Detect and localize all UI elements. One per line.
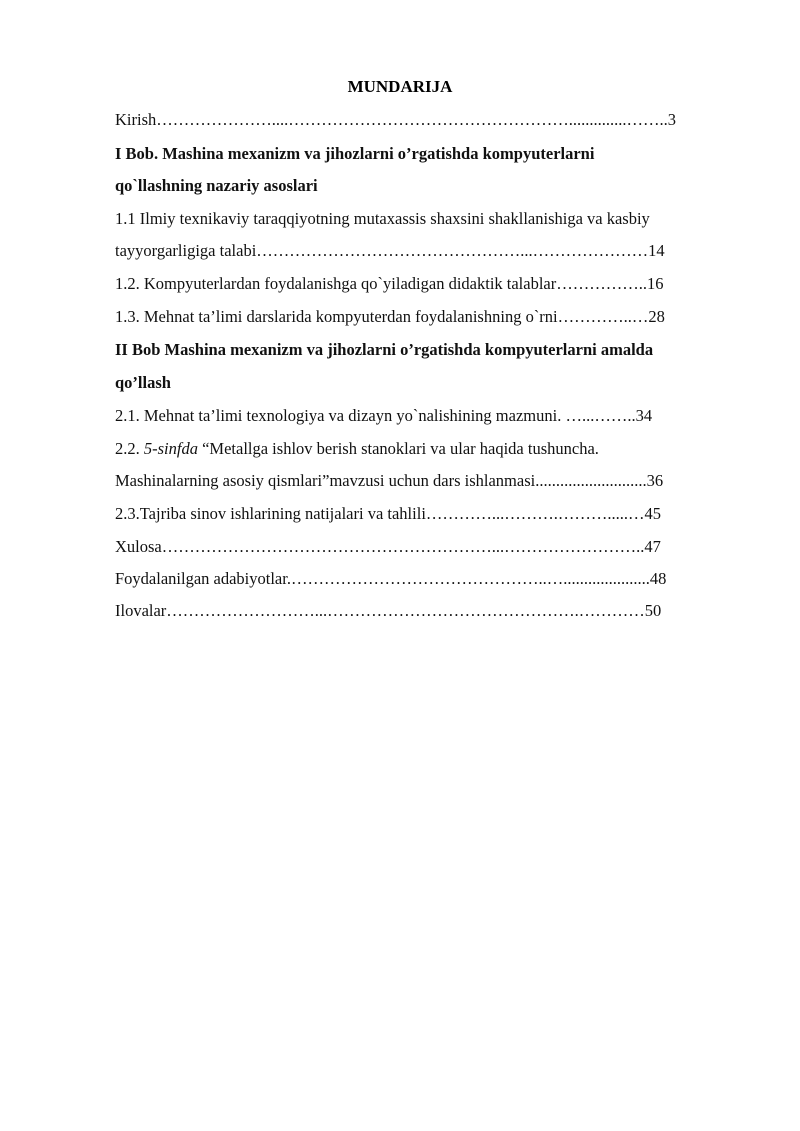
toc-title: MUNDARIJA [347,77,453,96]
toc-chapter-2-heading-line2: qo’llash [115,373,171,392]
toc-entry-xulosa: Xulosa……………………………………………………...……………………..47 [115,537,661,556]
toc-chapter-1-heading-line1: I Bob. Mashina mexanizm va jihozlarni o’rgatishda kompyuterlarni [115,144,595,163]
toc-entry-adabiyotlar: Foydalanilgan adabiyotlar.………………………………………..….....................48 [115,569,667,588]
toc-entry-1-2: 1.2. Kompyuterlardan foydalanishga qo`yiladigan didaktik talablar……………..16 [115,274,664,293]
toc-entry-2-2-text: “Metallga ishlov berish stanoklari va ular haqida tushuncha. [202,439,599,458]
toc-chapter-1-heading-line2: qo`llashning nazariy asoslari [115,176,318,195]
toc-entry-kirish: Kirish…………………....……………………………………………..............……..3 [115,110,676,129]
toc-entry-2-2-line1 [115,438,599,460]
toc-entry-1-1-line1: 1.1 Ilmiy texnikaviy taraqqiyotning mutaxassis shaxsini shakllanishiga va kasbiy [115,209,650,228]
toc-entry-2-2-prefix: 2.2. [115,439,144,458]
toc-entry-1-3: 1.3. Mehnat ta’limi darslarida kompyuterdan foydalanishning o`rni…………..…28 [115,307,665,326]
toc-entry-2-3: 2.3.Tajriba sinov ishlarining natijalari va tahlili…………...……….……….....…45 [115,504,662,523]
toc-entry-2-1: 2.1. Mehnat ta’limi texnologiya va dizayn yo`nalishining mazmuni. …...……..34 [115,406,653,425]
toc-chapter-2-heading-line1: II Bob Mashina mexanizm va jihozlarni o’rgatishda kompyuterlarni amalda [115,340,654,359]
toc-entry-1-1-line2: tayyorgarligiga talabi…………………………………………...…………………14 [115,241,665,260]
toc-entry-2-2-italic: 5-sinfda [143,439,198,458]
toc-entry-ilovalar: Ilovalar………………………...……………………………………….…………50 [115,601,662,620]
toc-entry-2-2-line2: Mashinalarning asosiy qismlari”mavzusi uchun dars ishlanmasi...........................36 [115,471,664,490]
